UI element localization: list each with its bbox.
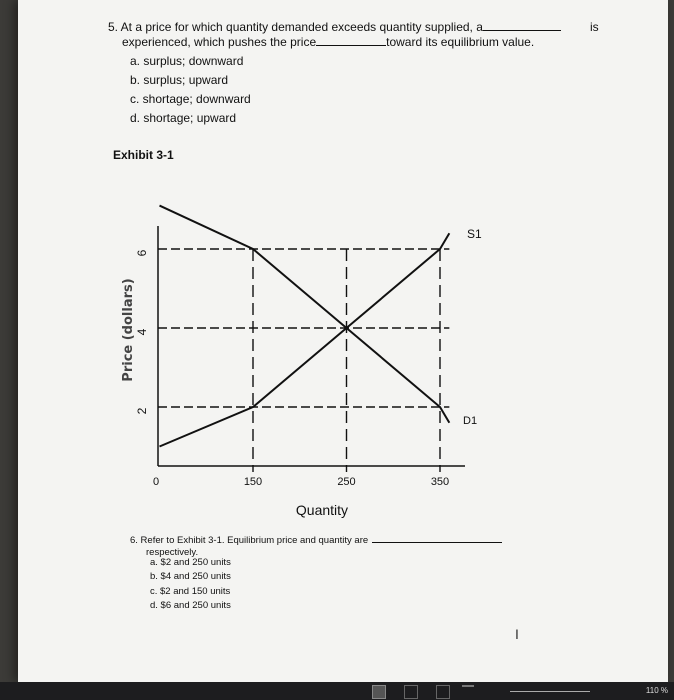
page-view-icon[interactable] xyxy=(372,685,386,699)
zoom-level: 110 % xyxy=(645,686,668,695)
question-6-option-a: a. $2 and 250 units xyxy=(150,557,231,568)
text-cursor-icon: I xyxy=(515,626,519,642)
supply-curve-label: S1 xyxy=(467,227,482,241)
question-6-option-c: c. $2 and 150 units xyxy=(150,586,231,597)
question-6-line1: 6. Refer to Exhibit 3-1. Equilibrium price and quantity are xyxy=(130,535,369,546)
demand-curve-label: D1 xyxy=(463,415,478,427)
exhibit-title: Exhibit 3-1 xyxy=(113,148,174,162)
question-5-line2b: toward its equilibrium value. xyxy=(386,35,535,49)
y-tick-label-4: 4 xyxy=(135,328,149,336)
question-5-option-b: b. surplus; upward xyxy=(130,73,229,87)
supply-curve-line xyxy=(160,233,450,446)
x-axis-label: Quantity xyxy=(295,502,349,518)
question-6-line2: respectively. xyxy=(146,547,199,558)
x-tick-label-150: 150 xyxy=(243,476,263,488)
list-view-icon[interactable] xyxy=(462,685,474,699)
question-5-option-a: a. surplus; downward xyxy=(130,54,244,68)
web-view-icon[interactable] xyxy=(436,685,450,699)
question-6-option-b: b. $4 and 250 units xyxy=(150,571,231,582)
x-tick-label-350: 350 xyxy=(430,476,450,488)
demand-curve-line xyxy=(160,206,450,423)
x-tick-label-250: 250 xyxy=(337,476,356,488)
question-5-option-c: c. shortage; downward xyxy=(130,92,251,106)
question-6 xyxy=(130,532,502,559)
question-5-option-d: d. shortage; upward xyxy=(130,111,237,125)
y-tick-label-2: 2 xyxy=(135,407,149,415)
question-5-is-word: is xyxy=(590,20,599,34)
y-axis-label: Price (dollars) xyxy=(121,278,136,382)
question-6-option-d: d. $6 and 250 units xyxy=(150,600,231,611)
question-5-line2a: experienced, which pushes the price xyxy=(122,35,317,49)
y-tick-label-6: 6 xyxy=(135,249,149,257)
question-5-line1: 5. At a price for which quantity demanded exceeds quantity supplied, a xyxy=(108,20,483,34)
x-tick-label-0: 0 xyxy=(152,476,160,488)
taskbar xyxy=(0,682,674,700)
answer-blank-3 xyxy=(372,532,502,543)
book-view-icon[interactable] xyxy=(404,685,418,699)
zoom-slider[interactable] xyxy=(510,691,590,692)
